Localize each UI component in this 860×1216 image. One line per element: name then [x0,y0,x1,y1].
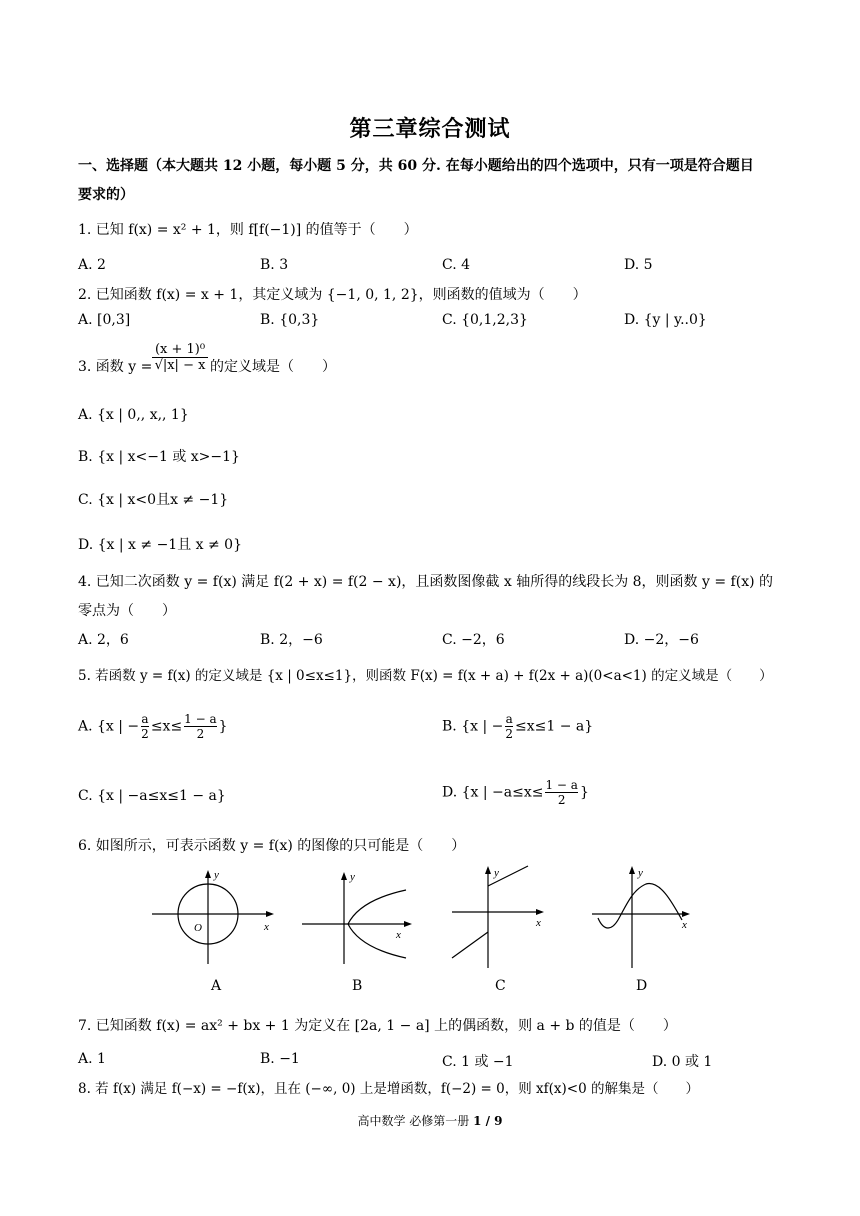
question-6-stem: 6. 如图所示，可表示函数 y = f(x) 的图像的只可能是（ ） [78,838,466,854]
option-a-frac1 [141,712,149,741]
option-a-mid: ≤x≤ [150,718,183,735]
question-3-stem-prefix: 3. 函数 y = [78,359,153,375]
page-footer [0,1112,860,1129]
question-7-stem: 7. 已知函数 f(x) = ax² + bx + 1 为定义在 [2a, 1 − a] 上的偶函数，则 a + b 的值是（ ） [78,1018,677,1034]
question-7-option-c: C. 1 或 −1 [442,1054,514,1070]
question-3-option-b: B. {x | x<−1 或 x>−1} [78,449,240,465]
option-b-mid: ≤x≤1 − a} [514,718,594,735]
graph-a-origin-label: O [194,922,202,934]
option-b-frac1-num: a [505,712,513,726]
option-d-frac [545,778,577,807]
question-1-stem: 1. 已知 f(x) = x² + 1，则 f[f(−1)] 的值等于（ ） [78,222,418,238]
question-2-option-b: B. {0,3} [260,312,320,328]
question-2-option-d: D. {y | y..0} [624,312,707,328]
question-3-option-c: C. {x | x<0且x ≠ −1} [78,492,229,508]
option-a-frac1-den: 2 [141,727,149,741]
question-8-stem: 8. 若 f(x) 满足 f(−x) = −f(x)，且在 (−∞, 0) 上是增函数，f(−2) = 0，则 xf(x)<0 的解集是（ ） [78,1081,699,1097]
question-2-option-c: C. {0,1,2,3} [442,312,528,328]
graph-a-y-label: y [214,869,219,881]
figure-label-a: A [211,978,222,994]
question-4-option-b: B. 2，−6 [260,632,323,648]
question-1-option-d: D. 5 [624,257,653,273]
question-4-stem-line2: 零点为（ ） [78,603,176,619]
option-a-frac1-num: a [141,712,149,726]
figure-label-b: B [352,978,363,994]
question-1-option-b: B. 3 [260,257,289,273]
graph-d-wave [590,862,700,972]
option-a-frac2 [184,712,216,741]
question-3-option-d: D. {x | x ≠ −1且 x ≠ 0} [78,537,243,553]
graph-c-piecewise-lines [448,862,558,972]
footer-text: 高中数学 必修第一册 [357,1114,474,1128]
question-4-stem-line1: 4. 已知二次函数 y = f(x) 满足 f(2 + x) = f(2 − x)，且函数图像截 x 轴所得的线段长为 8，则函数 y = f(x) 的 [78,574,774,590]
question-3-stem-suffix: 的定义域是（ ） [210,359,336,375]
graph-a-x-label: x [264,921,269,933]
option-a-frac2-den: 2 [196,727,205,741]
question-2-stem: 2. 已知函数 f(x) = x + 1，其定义域为 {−1, 0, 1, 2}，则函数的值域为（ ） [78,287,587,303]
figure-label-c: C [495,978,506,994]
option-d-frac-num: 1 − a [545,778,578,792]
section-heading-line2: 要求的） [78,187,134,203]
question-4-option-a: A. 2，6 [78,632,129,648]
option-d-suffix: } [579,784,589,801]
option-a-suffix: } [218,718,228,735]
question-1-option-a: A. 2 [78,257,106,273]
figure-label-d: D [636,978,648,994]
question-5-option-c: C. {x | −a≤x≤1 − a} [78,788,226,804]
question-3-denominator: √|x| − x [154,358,206,373]
question-1-option-c: C. 4 [442,257,471,273]
graph-c-x-label: x [536,917,541,929]
question-7-option-d: D. 0 或 1 [652,1054,713,1070]
question-5-option-a [78,712,228,741]
graph-b-y-label: y [350,871,355,883]
option-d-prefix: D. {x | −a≤x≤ [442,784,544,801]
option-b-frac1-den: 2 [505,727,513,741]
section-heading-line1: 一、选择题（本大题共 12 小题，每小题 5 分，共 60 分. 在每小题给出的四个选项中，只有一项是符合题目 [78,158,754,174]
option-a-frac2-num: 1 − a [184,712,217,726]
question-3-option-a: A. {x | 0,, x,, 1} [78,407,189,423]
graph-b-sideways-parabola [298,868,418,968]
question-7-option-a: A. 1 [78,1051,106,1067]
option-b-frac1 [505,712,513,741]
option-d-frac-den: 2 [557,793,566,807]
question-7-option-b: B. −1 [260,1051,300,1067]
question-5-stem: 5. 若函数 y = f(x) 的定义域是 {x | 0≤x≤1}，则函数 F(x) = f(x + a) + f(2x + a)(0<a<1) 的定义域是（ ） [78,668,773,684]
question-3-fraction [152,342,208,373]
option-a-prefix: A. {x | − [78,718,140,735]
question-4-option-d: D. −2，−6 [624,632,699,648]
question-5-option-b [442,712,593,741]
question-3-numerator: (x + 1)⁰ [152,342,208,358]
graph-d-y-label: y [638,867,643,879]
question-4-option-c: C. −2，6 [442,632,505,648]
page-number: 1 / 9 [473,1114,503,1128]
option-b-prefix: B. {x | − [442,718,504,735]
graph-b-x-label: x [396,929,401,941]
question-5-option-d [442,778,589,807]
question-2-option-a: A. [0,3] [78,312,131,328]
graph-d-x-label: x [682,919,687,931]
page-title: 第三章综合测试 [349,116,511,142]
graph-a-circle [150,868,280,968]
graph-c-y-label: y [494,867,499,879]
